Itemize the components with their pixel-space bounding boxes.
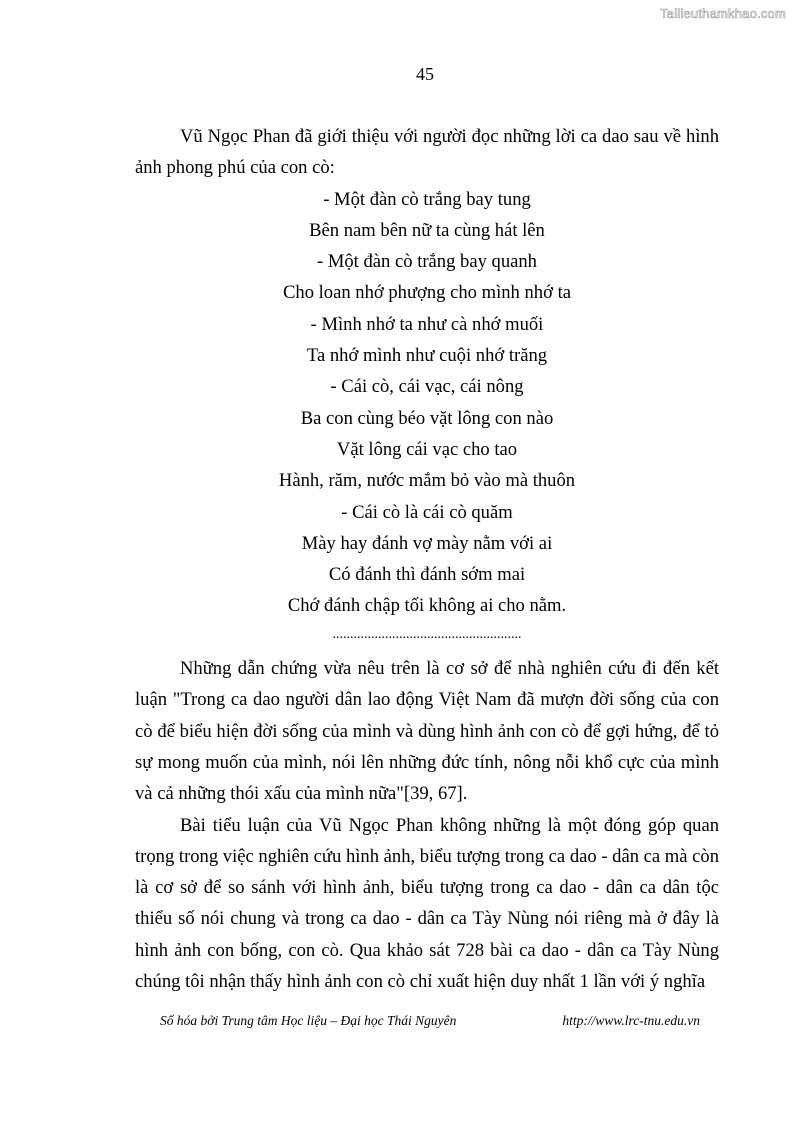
poem (135, 184, 719, 653)
paragraph-essay: Bài tiểu luận của Vũ Ngọc Phan không những là một đóng góp quan trọng trong việc nghiên cứu hình ảnh, biểu tượng trong ca dao - dân ca mà còn là cơ sở để so sánh với hình ảnh, biểu tượng trong ca dao - dân ca dân tộc thiểu số nói chung và trong ca dao - dân ca Tày Nùng nói riêng mà ở đây là hình ảnh con bống, con cò. Qua khảo sát 728 bài ca dao - dân ca Tày Nùng chúng tôi nhận thấy hình ảnh con cò chỉ xuất hiện duy nhất 1 lần với ý nghĩa (135, 814, 720, 993)
poem-line: - Cái cò là cái cò quăm (341, 501, 513, 523)
poem-line: Vặt lông cái vạc cho tao (336, 438, 518, 460)
poem-line: Ta nhớ mình như cuội nhớ trăng (306, 345, 548, 367)
poem-line: Hành, răm, nước mắm bỏ vào mà thuôn (278, 470, 576, 492)
poem-line: - Một đàn cò trắng bay tung (323, 188, 531, 210)
intro-paragraph: Vũ Ngọc Phan đã giới thiệu với người đọc những lời ca dao sau về hình ảnh phong phú của con cò: (135, 126, 719, 179)
footer-credit: Số hóa bởi Trung tâm Học liệu – Đại học Thái Nguyên (160, 1013, 457, 1028)
ellipsis-divider: ...................................................... (332, 626, 522, 642)
poem-line: Cho loan nhớ phượng cho mình nhớ ta (283, 282, 571, 304)
paragraph-conclusion: Những dẫn chứng vừa nêu trên là cơ sở để nhà nghiên cứu đi đến kết luận "Trong ca dao người dân lao động Việt Nam đã mượn đời sống của con cò để biểu hiện đời sống của mình và dùng hình ảnh con cò để gợi hứng, để tỏ sự mong muốn của mình, nói lên những đức tính, nông nỗi khổ cực của mình và cả những thói xấu của mình nữa"[39, 67]. (135, 658, 719, 805)
page-footer (160, 1013, 700, 1029)
poem-line: Bên nam bên nữ ta cùng hát lên (309, 219, 545, 241)
poem-line: Ba con cùng béo vặt lông con nào (300, 407, 554, 429)
footer-url: http://www.lrc-tnu.edu.vn (562, 1013, 700, 1028)
page-number: 45 (416, 64, 434, 84)
poem-line: - Một đàn cò trắng bay quanh (317, 251, 537, 273)
poem-line: - Mình nhớ ta như cà nhớ muối (310, 313, 544, 335)
poem-line: Có đánh thì đánh sớm mai (328, 564, 526, 586)
poem-line: - Cái cò, cái vạc, cái nông (330, 376, 524, 398)
document-body (135, 121, 719, 997)
poem-line: Chớ đánh chập tối không ai cho nằm. (287, 595, 567, 617)
watermark: Tailieuthamkhao.com (660, 6, 786, 21)
poem-line: Mày hay đánh vợ mày nằm với ai (301, 532, 553, 554)
